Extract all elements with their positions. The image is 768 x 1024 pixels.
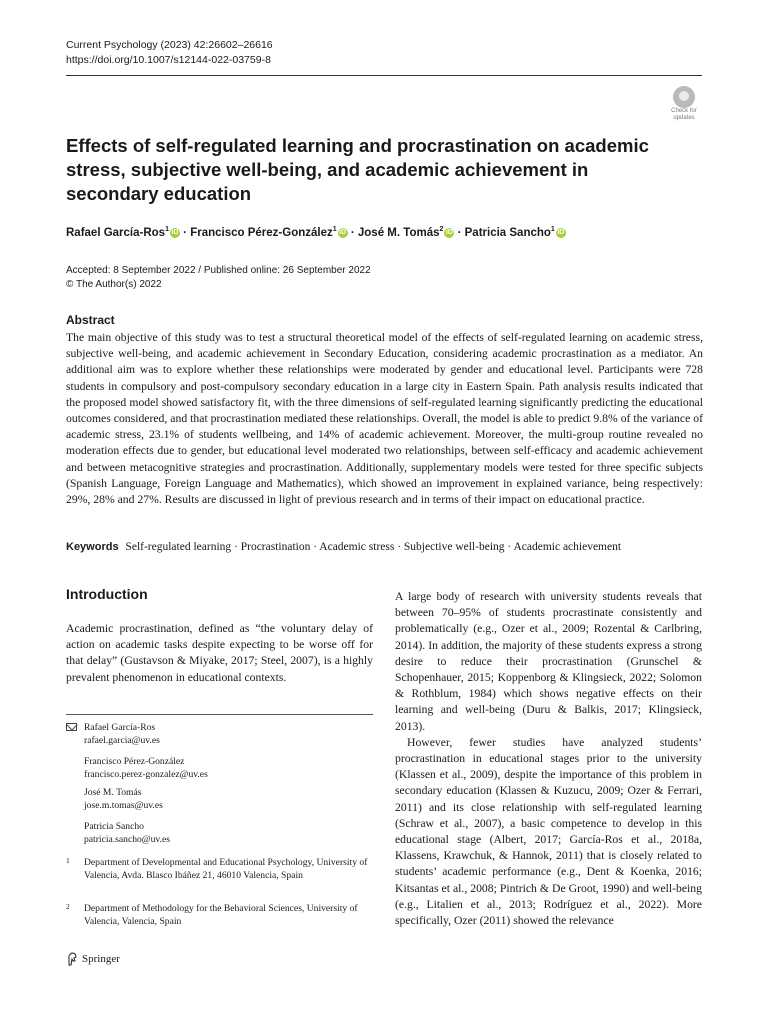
- author-name: Francisco Pérez-González: [190, 227, 333, 239]
- introduction-paragraph-left: Academic procrastination, defined as “the voluntary delay of action on academic tasks despite expecting to be worse off for that delay” (Gustavson & Miyake, 2017; Steel, 2007), is a highly prevalent phenomenon in educational contexts.: [66, 622, 373, 684]
- author-affiliation-mark: 1: [165, 226, 169, 234]
- orcid-icon[interactable]: iD: [171, 228, 179, 236]
- contact-name: Patricia Sancho: [84, 821, 144, 832]
- affiliation-number: 1: [66, 856, 70, 865]
- publisher-name: Springer: [82, 953, 120, 965]
- keywords-list: Self-regulated learning · Procrastination · Academic stress · Subjective well-being · Academic achievement: [125, 541, 622, 553]
- orcid-icon[interactable]: iD: [445, 228, 453, 236]
- contact-email[interactable]: rafael.garcia@uv.es: [84, 735, 160, 746]
- author-contact: [84, 755, 208, 781]
- author-name: José M. Tomás: [357, 227, 440, 239]
- copyright-notice: © The Author(s) 2022: [66, 279, 162, 290]
- footnote-divider: [66, 714, 373, 715]
- author-name: Patricia Sancho: [464, 227, 551, 239]
- check-updates-label: Check for updates: [671, 108, 697, 121]
- journal-citation: Current Psychology (2023) 42:26602–26616: [66, 39, 273, 51]
- corresponding-author: [84, 721, 160, 747]
- contact-name: José M. Tomás: [84, 787, 142, 798]
- abstract-text: The main objective of this study was to test a structural theoretical model of the effects of self-regulated learning on academic stress, subjective well-being, and academic achievement in Secondary Education, considering academic procrastination as a mediator. An additional aim was to explore whether these relationships were moderated by gender and educational level. Participants were 728 students in compulsory and post-compulsory secondary education in a large city in Eastern Spain. Path analysis results indicated that the proposed model showed satisfactory fit, with the three dimensions of self-regulated learning significantly predicting the educational outcomes considered, and that procrastination mediated these relationships. Overall, the model is able to predict 9.8% of the variance of academic stress, 23.1% of students wellbeing, and 14% of academic achievement. Moreover, the multi-group routine revealed no moderation effects due to gender, but educational level moderated two relationships, between self-efficacy and academic achievement and between metacognitive strategies and procrastination. Additionally, supplementary models were tested for three specific subjects (Spanish Language, Foreign Language and Mathematics), which showed an improvement in explained variance, being respectively: 29%, 28% and 27%. Results are discussed in light of previous research and in terms of their impact on educational practice.: [66, 331, 703, 507]
- contact-name: Francisco Pérez-González: [84, 756, 185, 767]
- introduction-heading: Introduction: [66, 586, 148, 602]
- abstract-heading: Abstract: [66, 313, 115, 327]
- contact-email[interactable]: francisco.perez-gonzalez@uv.es: [84, 769, 208, 780]
- journal-header: [66, 38, 273, 68]
- publisher-footer: [66, 952, 120, 966]
- keywords: [66, 541, 621, 553]
- article-title: Effects of self-regulated learning and procrastination on academic stress, subjective well-being, and academic achievement in secondary education: [66, 135, 649, 204]
- keywords-heading: Keywords: [66, 541, 119, 553]
- check-updates-icon: [673, 86, 695, 108]
- author-list: Rafael García-Ros$^1$ iD · Francisco Pérez-González$^1$ iD · José M. Tomás$^2$ iD · Patricia Sancho$^1$ iD: [66, 226, 565, 239]
- contact-email[interactable]: jose.m.tomas@uv.es: [84, 800, 163, 811]
- check-for-updates-badge[interactable]: [666, 86, 702, 122]
- envelope-icon: [66, 723, 77, 731]
- contact-email[interactable]: patricia.sancho@uv.es: [84, 834, 170, 845]
- affiliation-text: Department of Developmental and Educational Psychology, University of Valencia, Avda. Blasco Ibáñez 21, 46010 Valencia, Spain: [84, 857, 368, 881]
- author-name: Rafael García-Ros: [66, 227, 166, 239]
- author-affiliation-mark: 1: [332, 226, 337, 234]
- contact-name: Rafael García-Ros: [84, 722, 156, 733]
- author-affiliation-mark: 2: [439, 226, 444, 234]
- introduction-right-column: [395, 589, 702, 929]
- author-contact: [84, 820, 170, 846]
- orcid-icon[interactable]: iD: [557, 228, 565, 236]
- author-contact: [84, 786, 163, 812]
- author-affiliation-mark: 1: [550, 226, 555, 234]
- introduction-paragraph: A large body of research with university students reveals that between 70–95% of students procrastinate consistently and problematically (e.g., Ozer et al., 2009; Rozental & Carlbring, 2014). In addition, the majority of these students express a strong desire to reduce their procrastination (Grunschel & Schopenhauer, 2015; Koppenborg & Klingsieck, 2022; Solomon & Rothblum, 1984) which shows negative effects on their learning and well-being (Duru & Balkis, 2017; Klingsieck, 2013).: [395, 590, 702, 733]
- introduction-paragraph: However, fewer studies have analyzed students’ procrastination in educational stages prior to the university (Klassen et al., 2009), despite the importance of this problem in secondary education (Klassen & Kuzucu, 2009; Ozer & Ferrari, 2011) and its close relationship with self-regulated learning (Schraw et al., 2007), a basic competence to develop in this educational stage (Albert, 2017; García-Ros et al., 2018a, Klassens, Krawchuk, & Hannok, 2011) that is closely related to students’ academic performance (e.g., Dent & Koenka, 2016; Kitsantas et al., 2008; Pintrich & De Groot, 1990) and well-being (e.g., Litalien et al., 2013; Rodríguez et al., 2022). More specifically, Ozer (2011) showed the relevance: [395, 735, 702, 928]
- orcid-icon[interactable]: iD: [339, 228, 347, 236]
- accepted-published-dates: Accepted: 8 September 2022 / Published online: 26 September 2022: [66, 265, 371, 276]
- affiliation-text: Department of Methodology for the Behavioral Sciences, University of Valencia, Valencia, Spain: [84, 903, 358, 927]
- header-divider: [66, 75, 702, 76]
- doi-link[interactable]: https://doi.org/10.1007/s12144-022-03759-8: [66, 54, 271, 66]
- springer-horse-icon: [66, 952, 78, 966]
- affiliation-number: 2: [66, 902, 70, 911]
- publication-dates: [66, 264, 371, 292]
